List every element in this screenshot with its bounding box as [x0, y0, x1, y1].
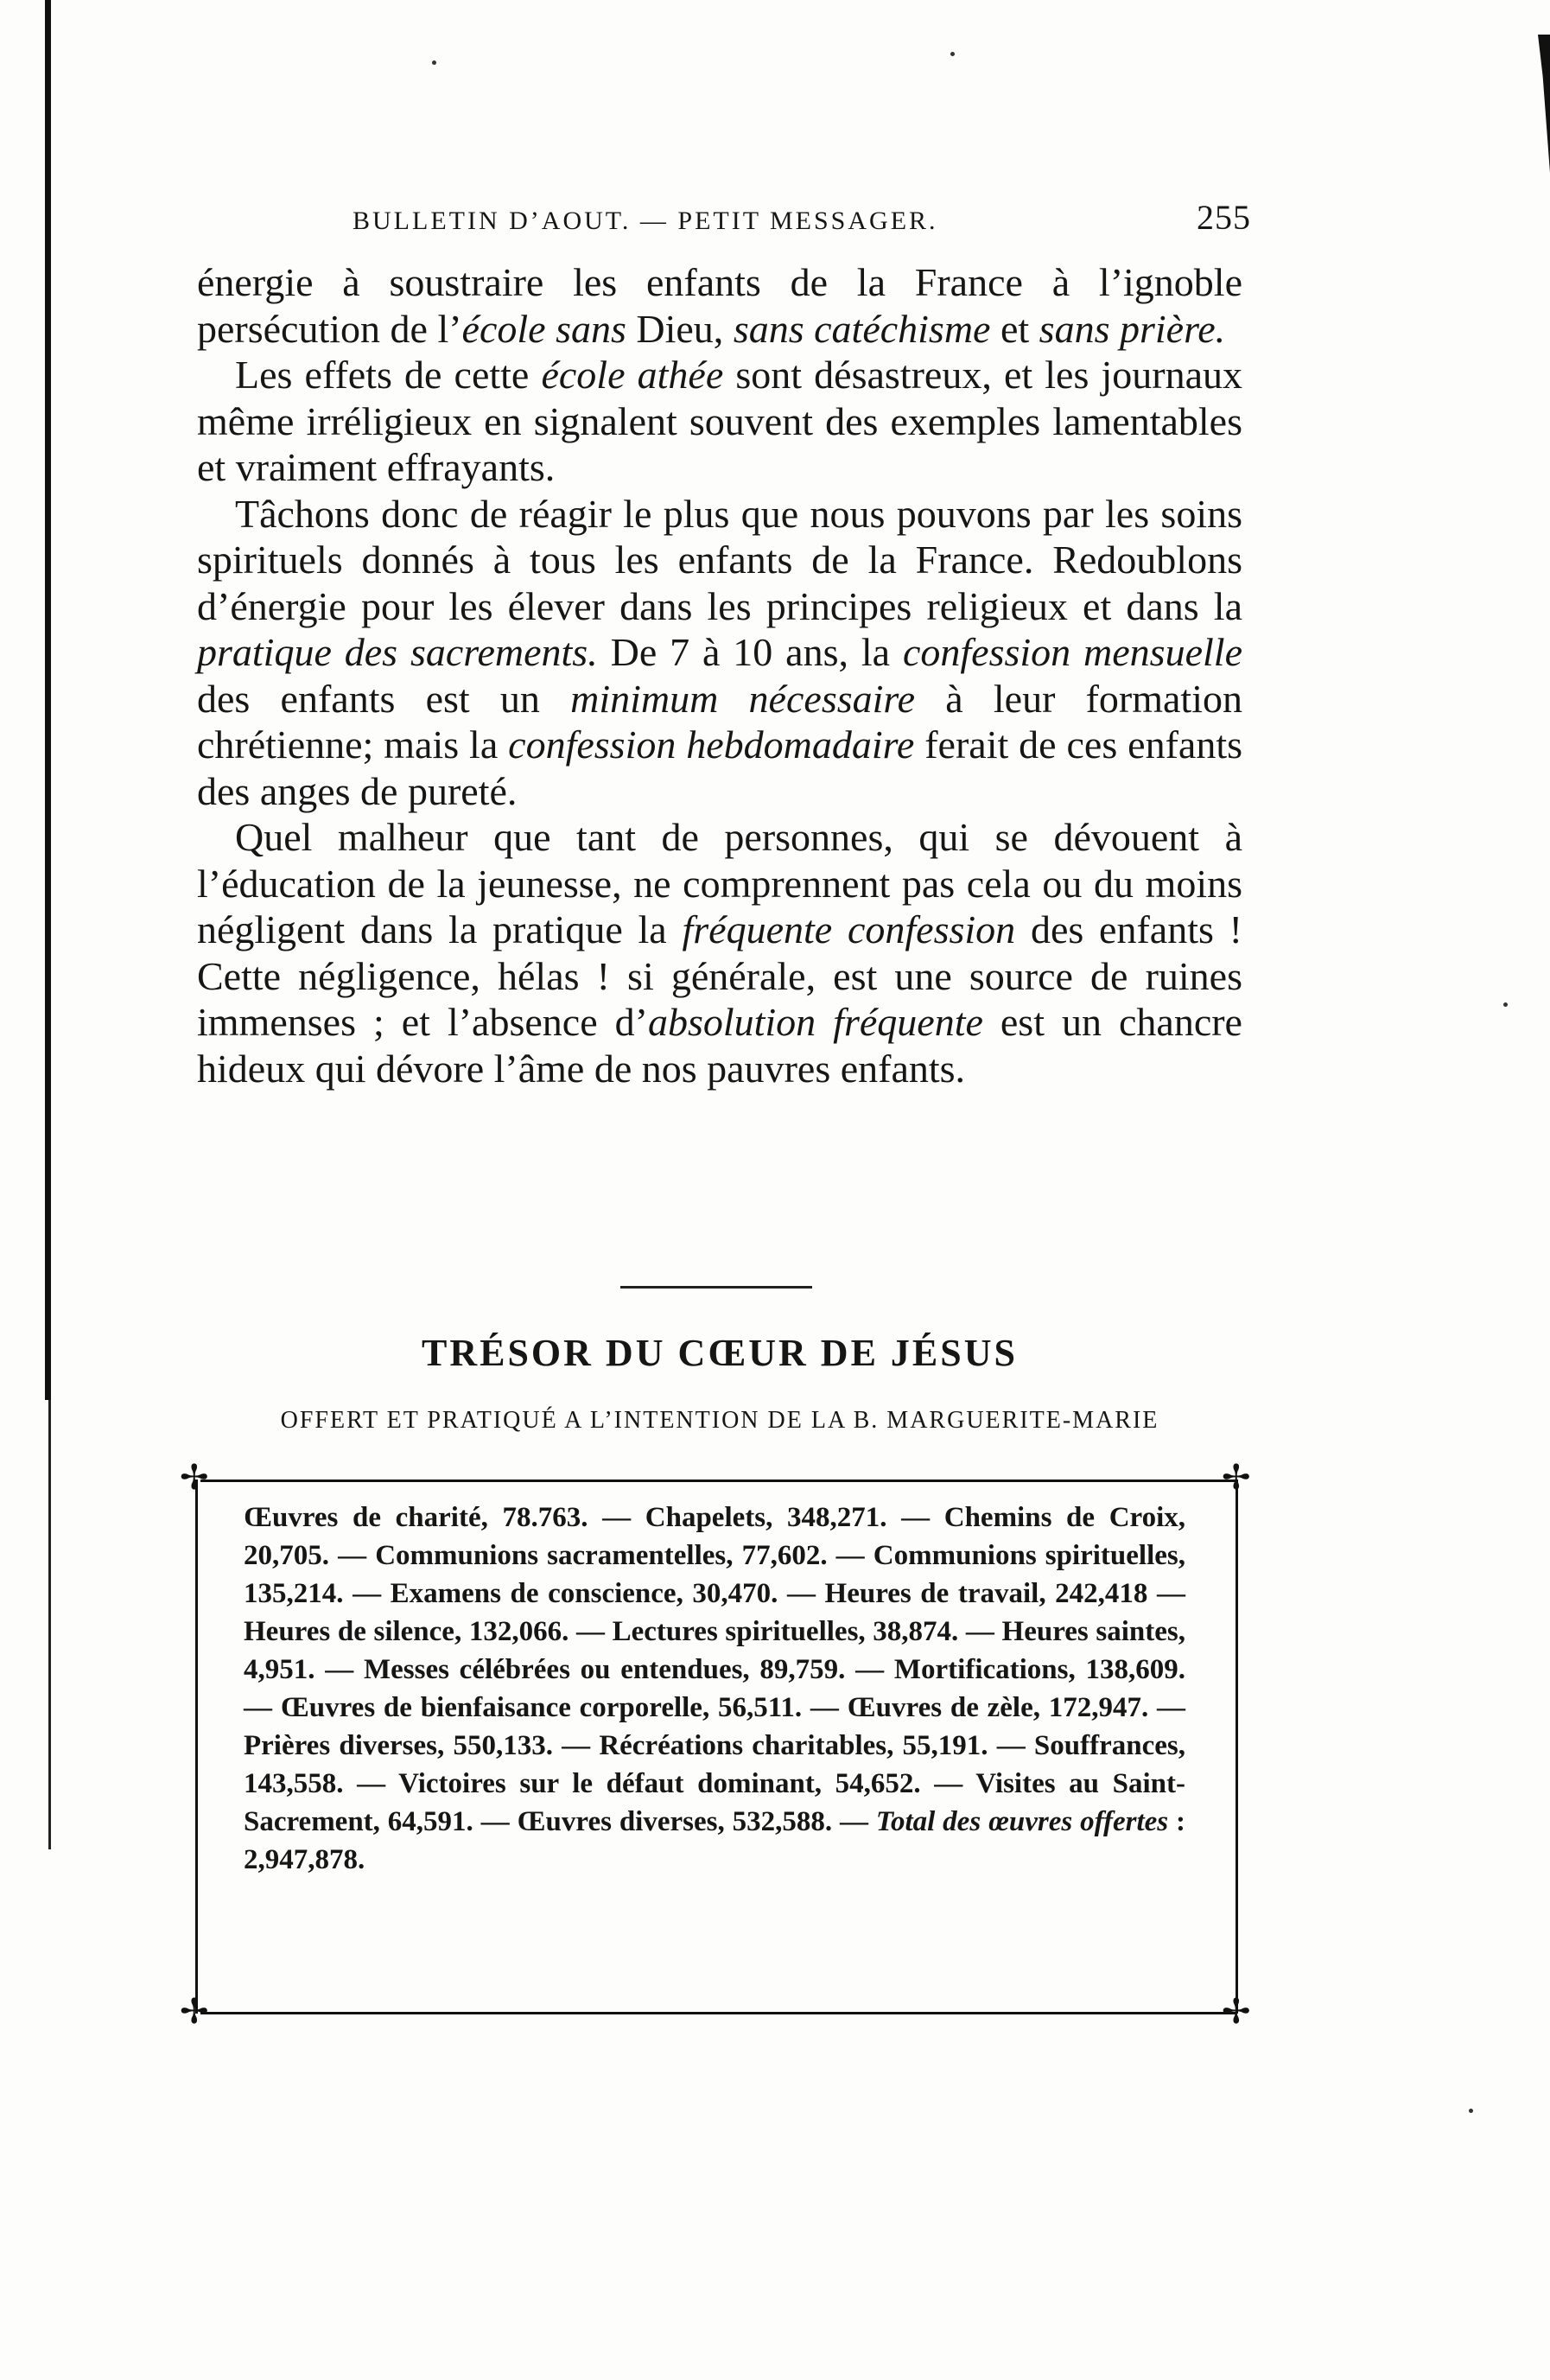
paragraph: Quel malheur que tant de personnes, qui se dévouent à l’éducation de la jeunesse, ne comprennent pas cela ou du moins négligent dans la pratique la fréquente confession des enfants ! Cette négligence, hélas ! si générale, est une source de ruines immenses ; et l’absence d’absolution fréquente est un chancre hideux qui dévore l’âme de nos pauvres enfants. — [197, 815, 1242, 1091]
frame-right-rule — [1236, 1480, 1238, 2014]
scan-speck — [1503, 1002, 1508, 1007]
corner-ornament: ✢ — [1222, 1992, 1251, 2032]
corner-ornament: ✢ — [180, 1992, 209, 2032]
page-edge-mark — [1538, 35, 1550, 173]
total-value: : 2,947,878. — [244, 1806, 1185, 1875]
total-label: Total des œuvres offertes — [875, 1806, 1169, 1837]
binding-edge-lower — [48, 1400, 51, 1849]
running-title: BULLETIN D’AOUT. — PETIT MESSAGER. — [353, 207, 938, 235]
frame-top-rule — [200, 1480, 1236, 1482]
corner-ornament: ✢ — [1222, 1458, 1251, 1498]
scan-speck — [950, 52, 955, 56]
body-text — [197, 259, 1242, 1091]
scan-speck — [432, 60, 436, 65]
treasury-list: Œuvres de charité, 78.763. — Chapelets, 348,271. — Chemins de Croix, 20,705. — Communions sacramentelles, 77,602. — Communions spirituelles, 135,214. — Examens de conscience, 30,470. — Heures de travail, 242,418 — Heures de silence, 132,066. — Lectures spirituelles, 38,874. — Heures saintes, 4,951. — Messes célébrées ou entendues, 89,759. — Mortifications, 138,609. — Œuvres de bienfaisance corporelle, 56,511. — Œuvres de zèle, 172,947. — Prières diverses, 550,133. — Récréations charitables, 55,191. — Souffrances, 143,558. — Victoires sur le défaut dominant, 54,652. — Visites au Saint-Sacrement, 64,591. — Œuvres diverses, 532,588. — Total des œuvres offertes : 2,947,878. — [244, 1502, 1185, 1875]
page-number: 255 — [1197, 198, 1251, 237]
section-divider — [620, 1286, 812, 1289]
binding-edge — [45, 0, 51, 1400]
paragraph: Les effets de cette école athée sont désastreux, et les journaux même irréligieux en signalent souvent des exemples lamentables et vraiment effrayants. — [197, 353, 1243, 489]
frame-bottom-rule — [200, 2012, 1236, 2014]
paragraph: énergie à soustraire les enfants de la France à l’ignoble persécution de l’école sans Dieu, sans catéchisme et sans prière. — [197, 260, 1242, 351]
running-header — [353, 197, 1251, 238]
scan-speck — [1469, 2109, 1473, 2113]
section-title: TRÉSOR DU CŒUR DE JÉSUS — [421, 1332, 1018, 1374]
frame-left-rule — [195, 1480, 198, 2014]
section-subtitle: OFFERT ET PRATIQUÉ A L’INTENTION DE LA B. MARGUERITE-MARIE — [280, 1407, 1159, 1434]
paragraph: Tâchons donc de réagir le plus que nous pouvons par les soins spirituels donnés à tous les enfants de la France. Redoublons d’énergie pour les élever dans les principes religieux et dans la pratique des sacrements. De 7 à 10 ans, la confession mensuelle des enfants est un minimum nécessaire à leur formation chrétienne; mais la confession hebdomadaire ferait de ces enfants des anges de pureté. — [197, 491, 1242, 813]
corner-ornament: ✢ — [180, 1458, 209, 1498]
